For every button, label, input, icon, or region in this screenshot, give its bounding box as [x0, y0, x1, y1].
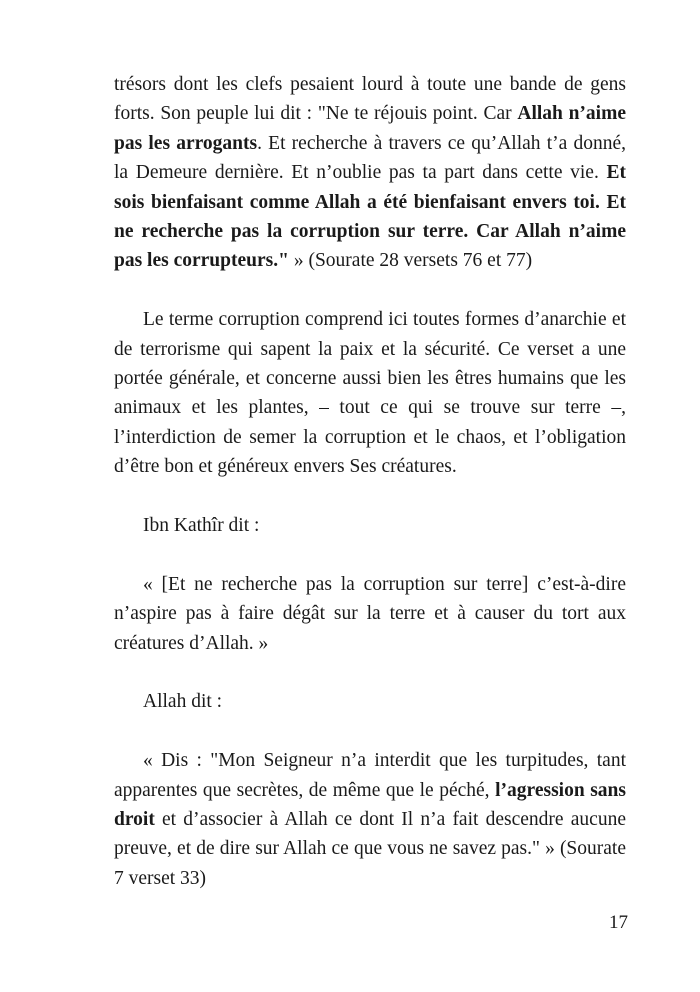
text-segment: et d’associer à Allah ce dont Il n’a fait descendre aucune preuve, et de dire sur Allah ce que vous ne savez pas." » (Sourate 7 verset 33): [114, 809, 626, 889]
text-segment: trésors dont les clefs pesaient lourd à toute une bande de gens forts. Son peuple lui dit : "Ne te réjouis point. Car: [114, 74, 626, 125]
paragraph-1: [114, 70, 626, 276]
text-segment: « Dis : "Mon Seigneur n’a interdit que les turpitudes, tant apparentes que secrètes, de même que le péché,: [114, 750, 626, 801]
bold-segment: Allah n’aime pas les arrogants: [114, 103, 626, 154]
text-segment: « [Et ne recherche pas la corruption sur terre] c’est-à-dire n’aspire pas à faire dégât sur la terre et à causer du tort aux créatures d’Allah. »: [114, 573, 626, 654]
text-segment: Le terme corruption comprend ici toutes formes d’anarchie et de terrorisme qui sapent la paix et la sécurité. Ce verset a une portée générale, et concerne aussi bien les êtres humains que les animaux et les plantes, – tout ce qui se trouve sur terre –, l’interdiction de semer la corruption et le chaos, et l’obligation d’être bon et généreux envers Ses créatures.: [114, 309, 626, 478]
paragraph-5: [114, 687, 626, 716]
paragraph-2: [114, 305, 626, 481]
bold-segment: l’agression sans droit: [114, 779, 626, 831]
text-segment: Ibn Kathîr dit :: [143, 515, 260, 537]
text-segment: Allah dit :: [143, 691, 223, 713]
paragraph-3: [114, 511, 626, 540]
text-segment: . Et recherche à travers ce qu’Allah t’a donné, la Demeure dernière. Et n’oublie pas ta part dans cette vie.: [114, 132, 626, 184]
page-number: 17: [609, 912, 628, 933]
bold-segment: Et sois bienfaisant comme Allah a été bienfaisant envers toi. Et ne recherche pas la corruption sur terre. Car Allah n’aime pas les corrupteurs.": [114, 162, 626, 272]
paragraph-4: [114, 570, 626, 658]
page-body: [114, 70, 626, 893]
paragraph-6: [114, 746, 626, 893]
text-segment: » (Sourate 28 versets 76 et 77): [288, 250, 533, 272]
